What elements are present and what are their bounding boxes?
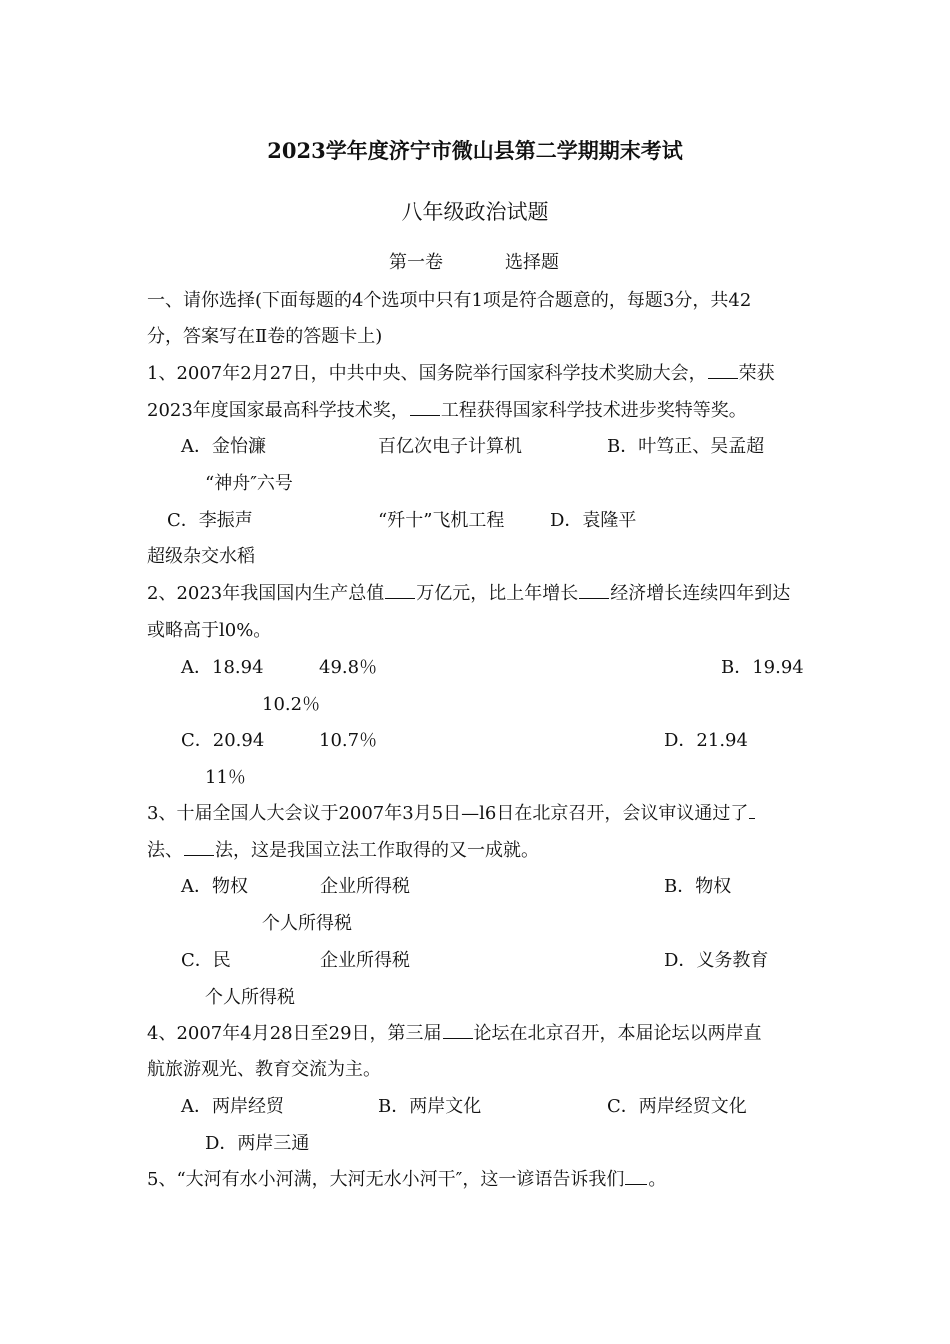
page-subtitle: 八年级政治试题: [401, 200, 549, 224]
q3-option-d-detail: 个人所得税: [205, 987, 295, 1008]
q1-blank-1: [708, 362, 738, 379]
q1-option-c: C．李振声: [167, 510, 253, 531]
q2-stem-text-c: 经济增长连续四年到达: [610, 583, 791, 604]
q2-option-a-detail: 49.8％: [319, 657, 378, 678]
q5-stem-line1: [147, 1167, 666, 1193]
instructions-line2: 分，答案写在Ⅱ卷的答题卡上): [147, 326, 383, 347]
q3-option-a: A．物权: [181, 876, 248, 897]
q1-option-b: B．叶笃正、吴孟超: [607, 436, 765, 457]
q3-option-b-detail: 个人所得税: [262, 913, 352, 934]
q3-option-c-detail: 企业所得税: [320, 950, 410, 971]
q3-option-c: C．民: [181, 950, 231, 971]
q4-blank-1: [443, 1022, 473, 1039]
q2-option-c: C．20.94: [181, 730, 265, 751]
q1-stem-text-c: 2023年度国家最高科学技术奖，: [147, 400, 409, 421]
q1-blank-2: [410, 399, 440, 416]
q3-stem-text-b: 法、: [147, 840, 183, 861]
q2-option-b-detail: 10.2％: [262, 694, 321, 715]
q4-option-a: A．两岸经贸: [181, 1096, 284, 1117]
page-title: 2023学年度济宁市微山县第二学期期末考试: [267, 138, 683, 163]
q4-stem-text-b: 论坛在北京召开，本届论坛以两岸直: [473, 1023, 762, 1044]
q1-option-a-detail: 百亿次电子计算机: [378, 436, 522, 457]
q2-option-d: D．21.94: [664, 730, 748, 751]
q3-stem-line2: [147, 838, 539, 864]
q5-stem-text-a: 5、“大河有水小河满，大河无水小河干″，这一谚语告诉我们: [147, 1169, 625, 1190]
q4-option-c: C．两岸经贸文化: [607, 1096, 747, 1117]
q1-stem-text-b: 荣获: [738, 363, 775, 384]
q4-option-d: D．两岸三通: [205, 1133, 310, 1154]
q2-option-b: B．19.94: [721, 657, 804, 678]
q4-option-b: B．两岸文化: [378, 1096, 482, 1117]
q2-stem-line1: [147, 581, 790, 607]
q4-stem-line1: [147, 1021, 762, 1047]
q3-blank-1: [749, 802, 755, 819]
q2-blank-2: [579, 582, 609, 599]
q1-stem-line1: [147, 361, 775, 387]
q1-option-a: A．金怡濂: [181, 436, 266, 457]
q2-option-a: A．18.94: [181, 657, 264, 678]
section-name: 选择题: [505, 252, 559, 273]
q1-option-d-detail: 超级杂交水稻: [147, 546, 255, 567]
q5-stem-text-b: 。: [648, 1169, 667, 1190]
q1-option-c-detail: “歼十”飞机工程: [378, 510, 505, 531]
q3-stem-text-c: 法，这是我国立法工作取得的又一成就。: [215, 840, 539, 861]
q3-stem-text-a: 3、十届全国人大会议于2007年3月5日—l6日在北京召开，会议审议通过了: [147, 803, 749, 824]
q4-stem-line2: 航旅游观光、教育交流为主。: [147, 1059, 381, 1080]
q2-stem-text-b: 万亿元，比上年增长: [416, 583, 579, 604]
q3-option-a-detail: 企业所得税: [320, 876, 410, 897]
q1-stem-text-a: 1、2007年2月27日，中共中央、国务院举行国家科学技术奖励大会，: [147, 363, 707, 384]
q2-option-d-detail: 11％: [205, 767, 246, 788]
q3-option-d: D．义务教育: [664, 950, 769, 971]
q3-stem-line1: [147, 801, 756, 827]
q2-blank-1: [385, 582, 415, 599]
q2-stem-line2: 或略高于l0%。: [147, 620, 272, 641]
q4-stem-text-a: 4、2007年4月28日至29日，第三届: [147, 1023, 442, 1044]
instructions-line1: 一、请你选择(下面每题的4个选项中只有1项是符合题意的，每题3分，共42: [147, 290, 752, 311]
q1-option-b-detail: “神舟″六号: [205, 473, 293, 494]
q3-option-b: B．物权: [664, 876, 732, 897]
q1-option-d: D．袁隆平: [550, 510, 637, 531]
q2-option-c-detail: 10.7％: [319, 730, 378, 751]
q5-blank-1: [625, 1168, 647, 1185]
q1-stem-line2: [147, 398, 747, 424]
q3-blank-2: [184, 839, 214, 856]
q2-stem-text-a: 2、2023年我国国内生产总值: [147, 583, 385, 604]
section-part: 第一卷: [389, 252, 443, 273]
q1-stem-text-d: 工程获得国家科学技术进步奖特等奖。: [440, 400, 747, 421]
